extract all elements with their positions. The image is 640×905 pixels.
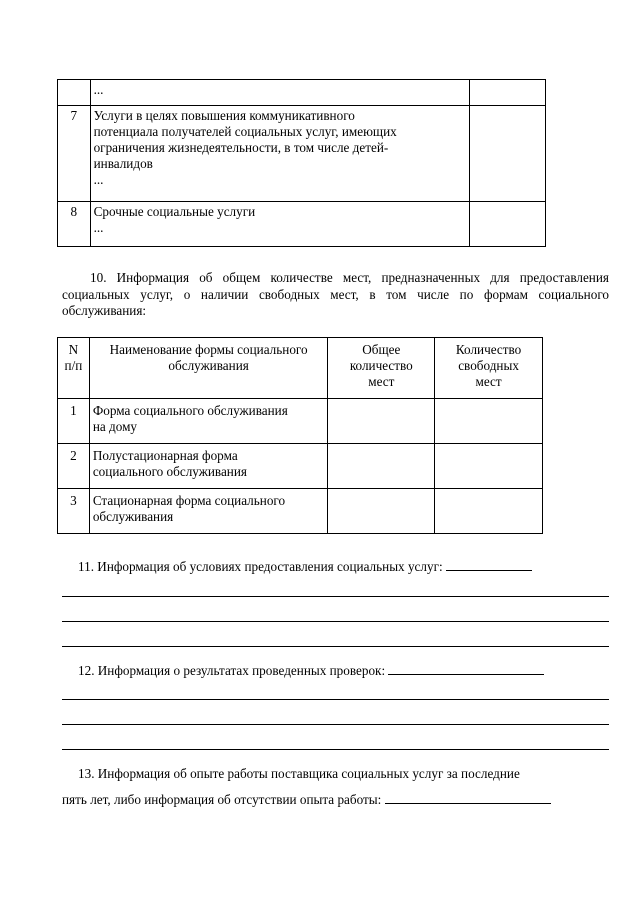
fill-line[interactable] [62,596,609,597]
service-name [90,80,470,106]
section-13-line-2 [62,791,551,808]
services-table [57,79,546,247]
empty-cell [470,106,546,202]
service-line: ... [93,172,104,187]
row-number: 8 [58,202,91,247]
form-name: Стационарная форма социального обслуживания [89,489,328,534]
total-places-cell [328,399,435,444]
table-row [58,80,546,106]
fill-line[interactable] [62,699,609,700]
table-row [58,444,543,489]
header-form-name: Наименование формы социального обслуживания [89,338,328,399]
section-13-blank[interactable] [385,791,551,804]
section-12-line [78,662,544,679]
form-name: Полустационарная форма социального обслуживания [89,444,328,489]
fill-line[interactable] [62,749,609,750]
section-13-line-1: 13. Информация об опыте работы поставщика социальных услуг за последние [78,766,520,781]
header-num: N п/п [58,338,90,399]
total-places-cell [328,444,435,489]
section-12-blank[interactable] [388,662,544,675]
empty-cell [470,202,546,247]
total-places-cell [328,489,435,534]
service-name [90,106,470,202]
section-11-text: 11. Информация об условиях предоставления социальных услуг: [78,559,443,574]
table-row [58,202,546,247]
free-places-cell [435,489,543,534]
header-total-places: Общее количество мест [328,338,435,399]
fill-line[interactable] [62,724,609,725]
row-number: 2 [58,444,90,489]
row-number [58,80,91,106]
service-name [90,202,470,247]
section-13-text: пять лет, либо информация об отсутствии опыта работы: [62,792,382,807]
table-row [58,399,543,444]
row-number: 7 [58,106,91,202]
fill-line[interactable] [62,621,609,622]
section-12-text: 12. Информация о результатах проведенных проверок: [78,663,386,678]
service-line: инвалидов [93,156,153,171]
row-number: 3 [58,489,90,534]
table-row [58,489,543,534]
form-name: Форма социального обслуживания на дому [89,399,328,444]
service-line: ... [93,82,104,97]
free-places-cell [435,399,543,444]
row-number: 1 [58,399,90,444]
header-free-places: Количество свободных мест [435,338,543,399]
table-header-row [58,338,543,399]
table-row [58,106,546,202]
empty-cell [470,80,546,106]
section-11-line [78,558,532,575]
service-line: ... [93,220,104,235]
section-10-text: 10. Информация об общем количестве мест, предназначенных для предоставления социальных услуг, о наличии свободных мест, в том числе по формам социального обслуживания: [62,270,609,318]
fill-line[interactable] [62,646,609,647]
service-line: Срочные социальные услуги [93,204,256,219]
section-11-blank[interactable] [446,558,532,571]
places-table [57,337,543,534]
free-places-cell [435,444,543,489]
service-line: ограничения жизнедеятельности, в том числе детей- [93,140,389,155]
service-line: Услуги в целях повышения коммуникативного [93,108,355,123]
service-line: потенциала получателей социальных услуг, имеющих [93,124,397,139]
